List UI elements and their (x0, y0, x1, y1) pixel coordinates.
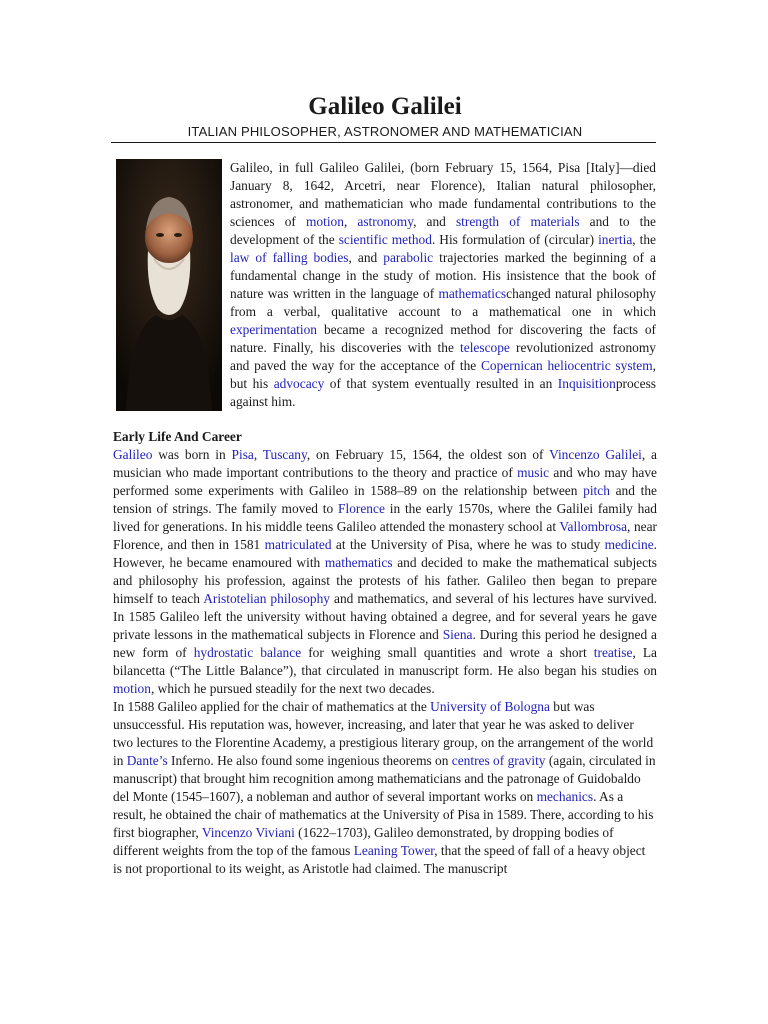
link-leaning-tower[interactable]: Leaning Tower (353, 843, 435, 858)
link-pisa[interactable]: Pisa (231, 447, 254, 462)
galileo-portrait-image (116, 159, 222, 411)
link-motion[interactable]: motion (305, 214, 344, 229)
link-centres-of-gravity[interactable]: centres of gravity (451, 753, 546, 768)
page-title: Galileo Galilei (308, 93, 462, 120)
link-vincenzo-galilei[interactable]: Vincenzo Galilei (549, 447, 642, 462)
link-tuscany[interactable]: Tuscany (262, 447, 307, 462)
link-florence[interactable]: Florence (338, 501, 385, 516)
paragraph-early-life: Galileo was born in Pisa, Tuscany, on February 15, 1564, the oldest son of Vincenzo Galilei, a musician who made important contributions to the theory and practice of music and who may have performed some experiments with Galileo in 1588–89 on the relationship between pitch and the tension of strings. The family moved to Florence in the early 1570s, where the Galilei family had lived for generations. In his middle teens Galileo attended the monastery school at Vallombrosa, near Florence, and then in 1581 matriculated at the University of Pisa, where he was to study medicine. However, he became enamoured with mathematics and decided to make the mathematical subjects and philosophy his profession, against the protests of his father. Galileo then began to prepare himself to teach Aristotelian philosophy and mathematics, and several of his lectures have survived. In 1585 Galileo left the university without having obtained a degree, and for several years he gave private lessons in the mathematical subjects in Florence and Siena. During this period he designed a new form of hydrostatic balance for weighing small quantities and wrote a short treatise, La bilancetta (“The Little Balance”), that circulated in manuscript form. He also began his studies on motion, which he pursued steadily for the next two decades. (113, 447, 657, 696)
link-astronomy[interactable]: astronomy (357, 214, 414, 229)
link-advocacy[interactable]: advocacy (273, 376, 325, 391)
link-strength-of-materials[interactable]: strength of materials (455, 214, 580, 229)
link-inquisition[interactable]: Inquisition (557, 376, 616, 391)
link-galileo[interactable]: Galileo (113, 447, 153, 462)
link-pitch[interactable]: pitch (583, 483, 610, 498)
link-law-of-falling-bodies[interactable]: law of falling bodies (230, 250, 349, 265)
link-vincenzo-viviani[interactable]: Vincenzo Viviani (201, 825, 295, 840)
title-divider (111, 142, 656, 143)
link-inertia[interactable]: inertia (598, 232, 633, 247)
link-hydrostatic-balance[interactable]: hydrostatic balance (193, 645, 302, 660)
paragraph-career: In 1588 Galileo applied for the chair of mathematics at the University of Bologna but was unsuccessful. His reputation was, however, increasing, and later that year he was asked to deliver two lectures to the Florentine Academy, a prestigious literary group, on the arrangement of the world in Dante’s Inferno. He also found some ingenious theorems on centres of gravity (again, circulated in manuscript) that brought him recognition among mathematicians and the patronage of Guidobaldo del Monte (1545–1607), a nobleman and author of several important works on mechanics. As a result, he obtained the chair of mathematics at the University of Pisa in 1589. There, according to his first biographer, Vincenzo Viviani (1622–1703), Galileo demonstrated, by dropping bodies of different weights from the top of the famous Leaning Tower, that the speed of fall of a heavy object is not proportional to its weight, as Aristotle had claimed. The manuscript (113, 699, 656, 876)
link-copernican-heliocentric-system[interactable]: Copernican heliocentric system (481, 358, 653, 373)
link-motion-2[interactable]: motion (113, 681, 151, 696)
link-scientific-method[interactable]: scientific method (338, 232, 432, 247)
link-dantes[interactable]: Dante’s (126, 753, 168, 768)
link-medicine[interactable]: medicine (604, 537, 654, 552)
link-mathematics[interactable]: mathematics (438, 286, 507, 301)
early-life-section (113, 428, 657, 878)
link-aristotelian-philosophy[interactable]: Aristotelian philosophy (203, 591, 330, 606)
link-siena[interactable]: Siena (442, 627, 473, 642)
link-treatise[interactable]: treatise (593, 645, 633, 660)
link-mathematics-2[interactable]: mathematics (324, 555, 393, 570)
link-university-of-bologna[interactable]: University of Bologna (430, 699, 550, 714)
section-heading: Early Life And Career (113, 429, 242, 444)
page-subtitle: ITALIAN PHILOSOPHER, ASTRONOMER AND MATHEMATICIAN (187, 124, 583, 139)
link-experimentation[interactable]: experimentation (230, 322, 318, 337)
intro-paragraph: Galileo, in full Galileo Galilei, (born February 15, 1564, Pisa [Italy]—died January 8, 1642, Arcetri, near Florence), Italian natural philosopher, astronomer, and mathematician who made fundamental contributions to the sciences of motion, astronomy, and strength of materials and to the development of the scientific method. His formulation of (circular) inertia, the law of falling bodies, and parabolic trajectories marked the beginning of a fundamental change in the study of motion. His insistence that the book of nature was written in the language of mathematicschanged natural philosophy from a verbal, qualitative account to a mathematical one in which experimentation became a recognized method for discovering the facts of nature. Finally, his discoveries with the telescope revolutionized astronomy and paved the way for the acceptance of the Copernican heliocentric system, but his advocacy of that system eventually resulted in an Inquisitionprocess against him. (230, 160, 656, 409)
link-matriculated[interactable]: matriculated (264, 537, 332, 552)
link-vallombrosa[interactable]: Vallombrosa (559, 519, 628, 534)
link-telescope[interactable]: telescope (460, 340, 510, 355)
link-music[interactable]: music (517, 465, 550, 480)
portrait-illustration (116, 159, 222, 411)
link-mechanics[interactable]: mechanics (536, 789, 594, 804)
link-parabolic[interactable]: parabolic (383, 250, 434, 265)
